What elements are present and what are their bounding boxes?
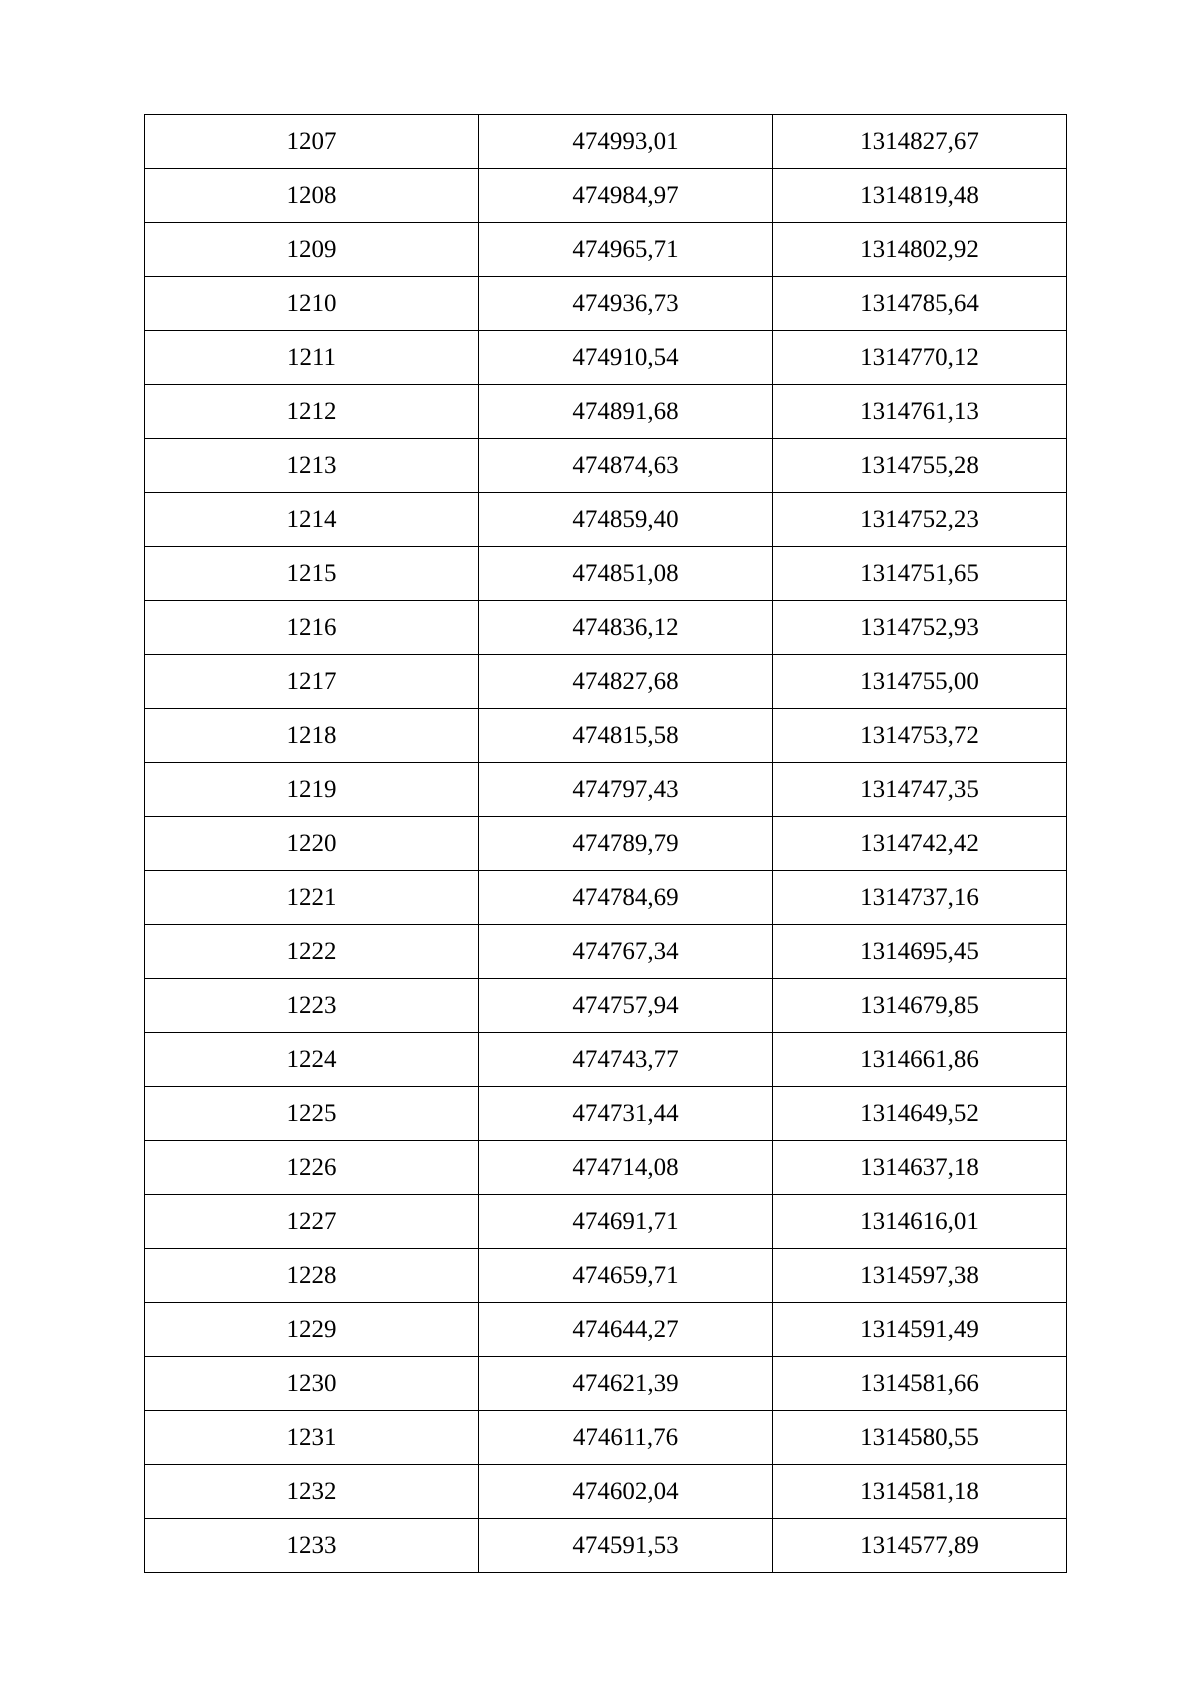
y-coordinate-cell: 1314679,85: [773, 979, 1067, 1033]
table-row: [145, 169, 1067, 223]
y-coordinate-cell: 1314755,28: [773, 439, 1067, 493]
y-coordinate-cell: 1314637,18: [773, 1141, 1067, 1195]
table-row: [145, 1411, 1067, 1465]
point-number-cell: 1217: [145, 655, 479, 709]
point-number-cell: 1212: [145, 385, 479, 439]
x-coordinate-cell: 474644,27: [479, 1303, 773, 1357]
table-row: [145, 223, 1067, 277]
x-coordinate-cell: 474611,76: [479, 1411, 773, 1465]
table-row: [145, 871, 1067, 925]
point-number-cell: 1215: [145, 547, 479, 601]
table-row: [145, 817, 1067, 871]
table-row: [145, 709, 1067, 763]
y-coordinate-cell: 1314577,89: [773, 1519, 1067, 1573]
x-coordinate-cell: 474784,69: [479, 871, 773, 925]
point-number-cell: 1229: [145, 1303, 479, 1357]
y-coordinate-cell: 1314597,38: [773, 1249, 1067, 1303]
y-coordinate-cell: 1314770,12: [773, 331, 1067, 385]
x-coordinate-cell: 474591,53: [479, 1519, 773, 1573]
x-coordinate-cell: 474659,71: [479, 1249, 773, 1303]
point-number-cell: 1214: [145, 493, 479, 547]
table-row: [145, 1141, 1067, 1195]
y-coordinate-cell: 1314785,64: [773, 277, 1067, 331]
y-coordinate-cell: 1314802,92: [773, 223, 1067, 277]
y-coordinate-cell: 1314616,01: [773, 1195, 1067, 1249]
y-coordinate-cell: 1314755,00: [773, 655, 1067, 709]
x-coordinate-cell: 474815,58: [479, 709, 773, 763]
y-coordinate-cell: 1314761,13: [773, 385, 1067, 439]
point-number-cell: 1218: [145, 709, 479, 763]
point-number-cell: 1220: [145, 817, 479, 871]
x-coordinate-cell: 474859,40: [479, 493, 773, 547]
x-coordinate-cell: 474789,79: [479, 817, 773, 871]
x-coordinate-cell: 474602,04: [479, 1465, 773, 1519]
y-coordinate-cell: 1314737,16: [773, 871, 1067, 925]
x-coordinate-cell: 474827,68: [479, 655, 773, 709]
table-row: [145, 1195, 1067, 1249]
table-row: [145, 331, 1067, 385]
table-row: [145, 925, 1067, 979]
x-coordinate-cell: 474965,71: [479, 223, 773, 277]
x-coordinate-cell: 474836,12: [479, 601, 773, 655]
x-coordinate-cell: 474910,54: [479, 331, 773, 385]
x-coordinate-cell: 474757,94: [479, 979, 773, 1033]
table-row: [145, 1303, 1067, 1357]
table-row: [145, 601, 1067, 655]
y-coordinate-cell: 1314661,86: [773, 1033, 1067, 1087]
y-coordinate-cell: 1314581,66: [773, 1357, 1067, 1411]
point-number-cell: 1211: [145, 331, 479, 385]
table-row: [145, 385, 1067, 439]
x-coordinate-cell: 474797,43: [479, 763, 773, 817]
y-coordinate-cell: 1314581,18: [773, 1465, 1067, 1519]
point-number-cell: 1230: [145, 1357, 479, 1411]
x-coordinate-cell: 474984,97: [479, 169, 773, 223]
y-coordinate-cell: 1314819,48: [773, 169, 1067, 223]
coordinates-table-body: [145, 115, 1067, 1573]
y-coordinate-cell: 1314747,35: [773, 763, 1067, 817]
point-number-cell: 1216: [145, 601, 479, 655]
x-coordinate-cell: 474874,63: [479, 439, 773, 493]
point-number-cell: 1227: [145, 1195, 479, 1249]
table-row: [145, 1033, 1067, 1087]
table-row: [145, 493, 1067, 547]
table-row: [145, 277, 1067, 331]
point-number-cell: 1226: [145, 1141, 479, 1195]
table-row: [145, 979, 1067, 1033]
y-coordinate-cell: 1314742,42: [773, 817, 1067, 871]
x-coordinate-cell: 474767,34: [479, 925, 773, 979]
point-number-cell: 1232: [145, 1465, 479, 1519]
point-number-cell: 1224: [145, 1033, 479, 1087]
y-coordinate-cell: 1314753,72: [773, 709, 1067, 763]
point-number-cell: 1223: [145, 979, 479, 1033]
y-coordinate-cell: 1314827,67: [773, 115, 1067, 169]
x-coordinate-cell: 474731,44: [479, 1087, 773, 1141]
table-row: [145, 1519, 1067, 1573]
y-coordinate-cell: 1314752,93: [773, 601, 1067, 655]
table-row: [145, 115, 1067, 169]
y-coordinate-cell: 1314752,23: [773, 493, 1067, 547]
point-number-cell: 1233: [145, 1519, 479, 1573]
point-number-cell: 1221: [145, 871, 479, 925]
coordinates-table: [144, 114, 1067, 1573]
point-number-cell: 1222: [145, 925, 479, 979]
y-coordinate-cell: 1314751,65: [773, 547, 1067, 601]
table-row: [145, 547, 1067, 601]
point-number-cell: 1225: [145, 1087, 479, 1141]
table-row: [145, 1465, 1067, 1519]
point-number-cell: 1228: [145, 1249, 479, 1303]
x-coordinate-cell: 474621,39: [479, 1357, 773, 1411]
table-row: [145, 763, 1067, 817]
y-coordinate-cell: 1314591,49: [773, 1303, 1067, 1357]
point-number-cell: 1209: [145, 223, 479, 277]
table-row: [145, 655, 1067, 709]
x-coordinate-cell: 474993,01: [479, 115, 773, 169]
point-number-cell: 1213: [145, 439, 479, 493]
x-coordinate-cell: 474714,08: [479, 1141, 773, 1195]
table-row: [145, 1249, 1067, 1303]
point-number-cell: 1208: [145, 169, 479, 223]
x-coordinate-cell: 474936,73: [479, 277, 773, 331]
x-coordinate-cell: 474891,68: [479, 385, 773, 439]
x-coordinate-cell: 474743,77: [479, 1033, 773, 1087]
x-coordinate-cell: 474851,08: [479, 547, 773, 601]
y-coordinate-cell: 1314580,55: [773, 1411, 1067, 1465]
point-number-cell: 1210: [145, 277, 479, 331]
table-row: [145, 1357, 1067, 1411]
y-coordinate-cell: 1314649,52: [773, 1087, 1067, 1141]
y-coordinate-cell: 1314695,45: [773, 925, 1067, 979]
x-coordinate-cell: 474691,71: [479, 1195, 773, 1249]
point-number-cell: 1231: [145, 1411, 479, 1465]
point-number-cell: 1219: [145, 763, 479, 817]
table-row: [145, 439, 1067, 493]
point-number-cell: 1207: [145, 115, 479, 169]
table-row: [145, 1087, 1067, 1141]
